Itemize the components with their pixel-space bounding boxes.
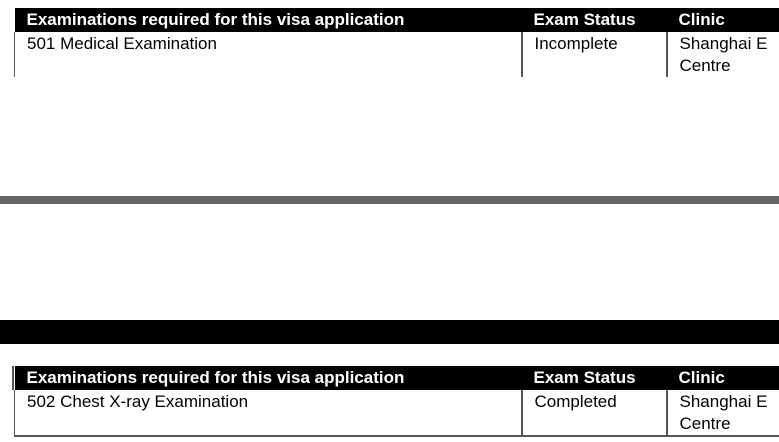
clinic-cell: Shanghai E Centre xyxy=(667,32,779,77)
exam-table-header-row xyxy=(15,366,779,390)
table-row xyxy=(15,390,779,436)
header-clinic: Clinic xyxy=(667,8,779,32)
exam-status-cell: Completed xyxy=(522,390,667,436)
section-divider xyxy=(0,196,779,204)
table-row xyxy=(15,32,779,77)
exam-table-1 xyxy=(14,8,779,77)
exam-status-cell: Incomplete xyxy=(522,32,667,77)
exam-name-cell: 502 Chest X-ray Examination xyxy=(15,390,522,436)
exam-name-cell: 501 Medical Examination xyxy=(15,32,522,77)
exam-table-2 xyxy=(14,366,779,437)
header-exam: Examinations required for this visa application xyxy=(15,8,522,32)
header-exam-status: Exam Status xyxy=(522,8,667,32)
black-band-divider xyxy=(0,320,779,344)
clinic-cell: Shanghai E Centre xyxy=(667,390,779,436)
exam-table-header-row xyxy=(15,8,779,32)
header-clinic: Clinic xyxy=(667,366,779,390)
header-exam: Examinations required for this visa application xyxy=(15,366,522,390)
header-exam-status: Exam Status xyxy=(522,366,667,390)
